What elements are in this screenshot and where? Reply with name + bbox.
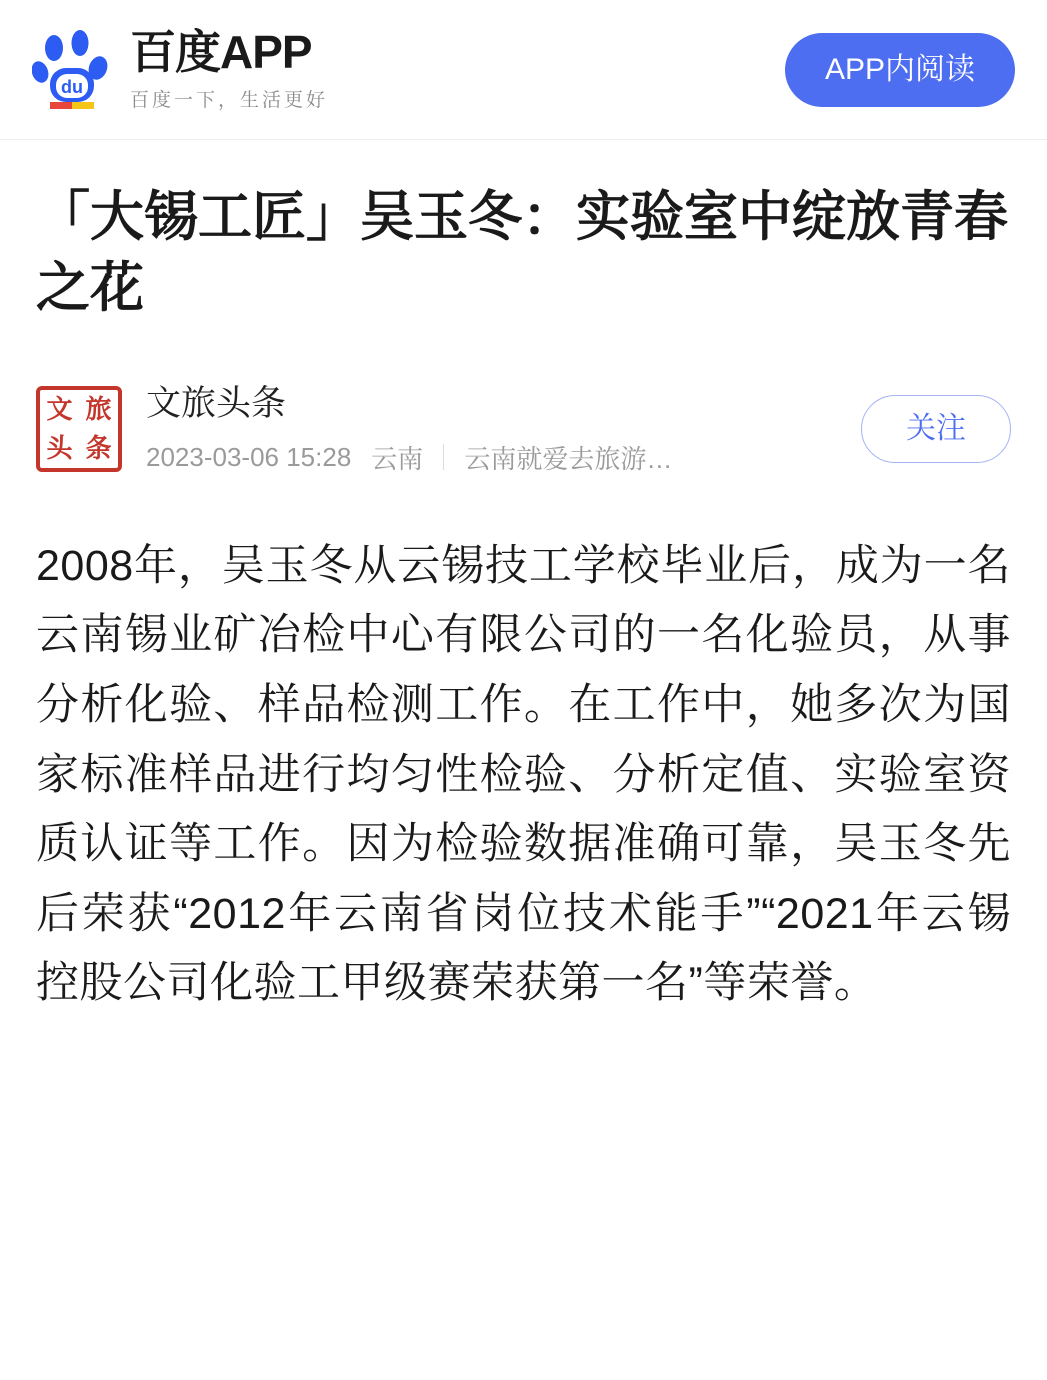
publisher-name: 文旅头条 (146, 383, 287, 423)
publisher-info[interactable] (146, 383, 843, 476)
seal-char-1: 文 (46, 394, 73, 425)
svg-text:du: du (61, 76, 83, 97)
publish-timestamp: 2023-03-06 15:28 (146, 441, 352, 472)
seal-char-2: 旅 (85, 394, 112, 425)
brand-subtitle: 百度一下，生活更好 (130, 90, 329, 112)
page-title: 「大锡工匠」吴玉冬：实验室中绽放青春之花 (36, 187, 1008, 319)
brand-title: 百度APP (130, 25, 312, 78)
seal-char-3: 头 (46, 433, 73, 464)
meta-divider (443, 444, 444, 470)
baidu-app-brand[interactable] (32, 27, 328, 113)
publish-region: 云南 (371, 443, 424, 474)
article-submeta (146, 439, 843, 476)
publisher-seal-icon (36, 386, 122, 472)
article-meta-row (36, 383, 1011, 476)
baidu-paw-icon (32, 28, 116, 112)
app-read-button[interactable]: APP内阅读 (785, 33, 1015, 107)
article-container (0, 182, 1047, 1019)
article-body: 2008年，吴玉冬从云锡技工学校毕业后，成为一名云南锡业矿冶检中心有限公司的一名化验员，从事分析化验、样品检测工作。在工作中，她多次为国家标准样品进行均匀性检验、分析定值、实验室资质认证等工作。因为检验数据准确可靠，吴玉冬先后荣获“2012年云南省岗位技术能手”“2021年云锡控股公司化验工甲级赛荣获第一名”等荣誉。 (36, 541, 1011, 1008)
follow-button[interactable]: 关注 (861, 395, 1011, 463)
publisher-tag: 云南就爱去旅游… (464, 443, 673, 474)
seal-char-4: 条 (85, 433, 112, 464)
top-bar (0, 0, 1047, 140)
